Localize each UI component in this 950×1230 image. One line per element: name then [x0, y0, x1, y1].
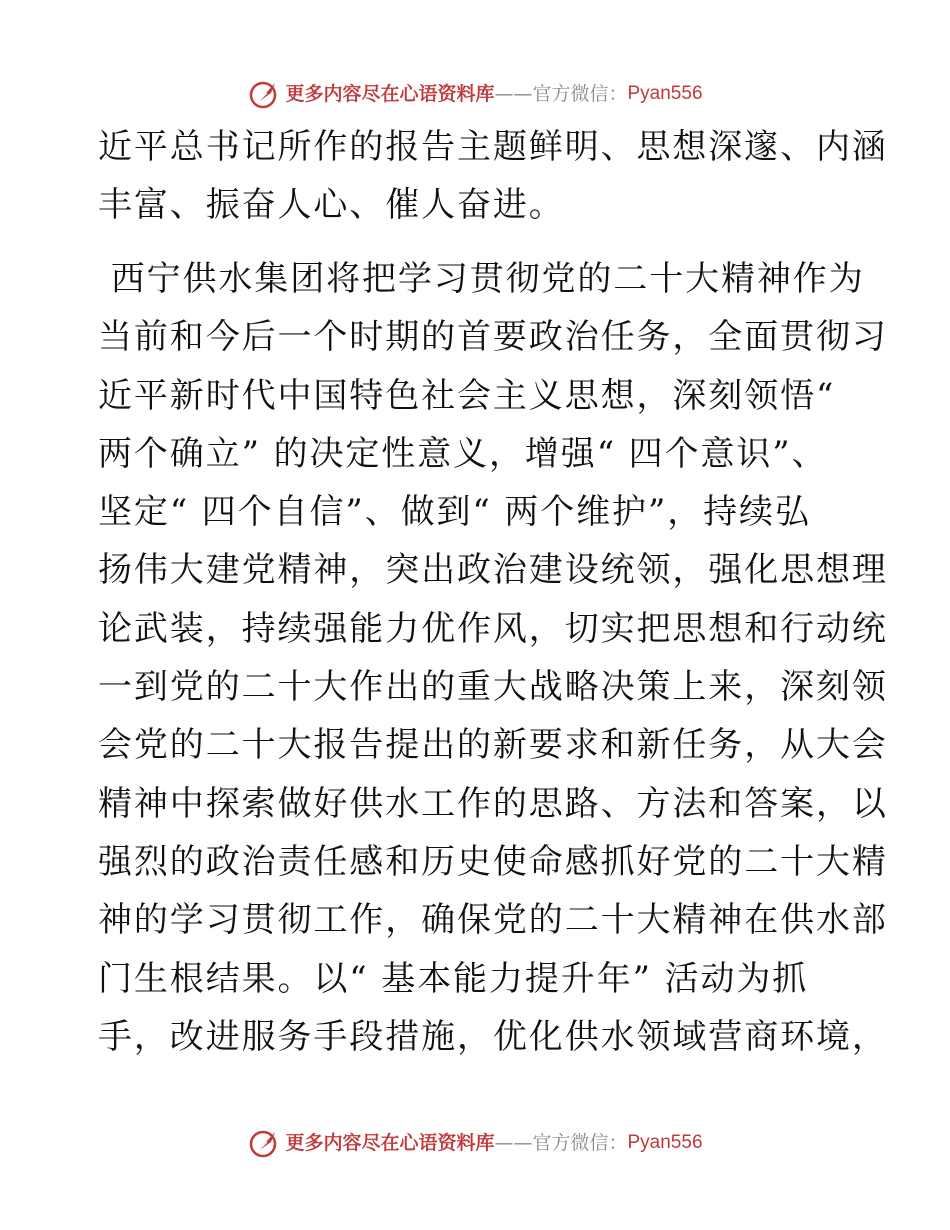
- text-line: 当前和今后一个时期的首要政治任务，全面贯彻习: [98, 317, 888, 358]
- text-line: 近平总书记所作的报告主题鲜明、思想深邃、内涵: [98, 127, 888, 167]
- text-line: 精神中探索做好供水工作的思路、方法和答案，以: [98, 783, 888, 824]
- text-line: 强烈的政治责任感和历史使命感抓好党的二十大精: [98, 841, 888, 882]
- watermark-label: 官方微信：: [532, 83, 628, 105]
- quill-logo-icon: [247, 77, 281, 111]
- text-line: 丰富、振奋人心、催人奋进。: [98, 185, 565, 226]
- watermark-dash: ——: [494, 83, 533, 105]
- quill-logo-icon: [247, 1126, 281, 1160]
- footer-watermark: [0, 1126, 950, 1160]
- text-line: 坚定“ 四个自信”、做到“ 两个维护”，持续弘: [98, 492, 811, 533]
- text-line: 手，改进服务手段措施，优化供水领域营商环境，: [98, 1016, 888, 1057]
- watermark-dash: ——: [494, 1132, 533, 1154]
- watermark-site: 更多内容尽在心语资料库: [285, 83, 495, 105]
- watermark-site: 更多内容尽在心语资料库: [285, 1132, 495, 1154]
- watermark-id: Pyan556: [627, 83, 703, 104]
- text-line: 门生根结果。以“ 基本能力提升年” 活动为抓: [98, 958, 809, 999]
- text-line: 会党的二十大报告提出的新要求和新任务，从大会: [98, 725, 888, 766]
- text-line: 两个确立” 的决定性意义，增强“ 四个意识”、: [98, 433, 828, 474]
- watermark-id: Pyan556: [627, 1132, 703, 1153]
- text-line: 扬伟大建党精神，突出政治建设统领，强化思想理: [98, 550, 888, 591]
- text-line: 神的学习贯彻工作，确保党的二十大精神在供水部: [98, 900, 888, 941]
- header-watermark: [0, 77, 950, 111]
- text-line: 一到党的二十大作出的重大战略决策上来，深刻领: [98, 667, 888, 708]
- text-line: 近平新时代中国特色社会主义思想，深刻领悟“: [98, 375, 836, 416]
- paragraph-1: [98, 118, 888, 235]
- text-line: 论武装，持续强能力优作风，切实把思想和行动统: [98, 608, 888, 649]
- paragraph-2: [98, 250, 888, 1066]
- watermark-label: 官方微信：: [532, 1132, 628, 1154]
- text-line: 西宁供水集团将把学习贯彻党的二十大精神作为: [98, 259, 865, 299]
